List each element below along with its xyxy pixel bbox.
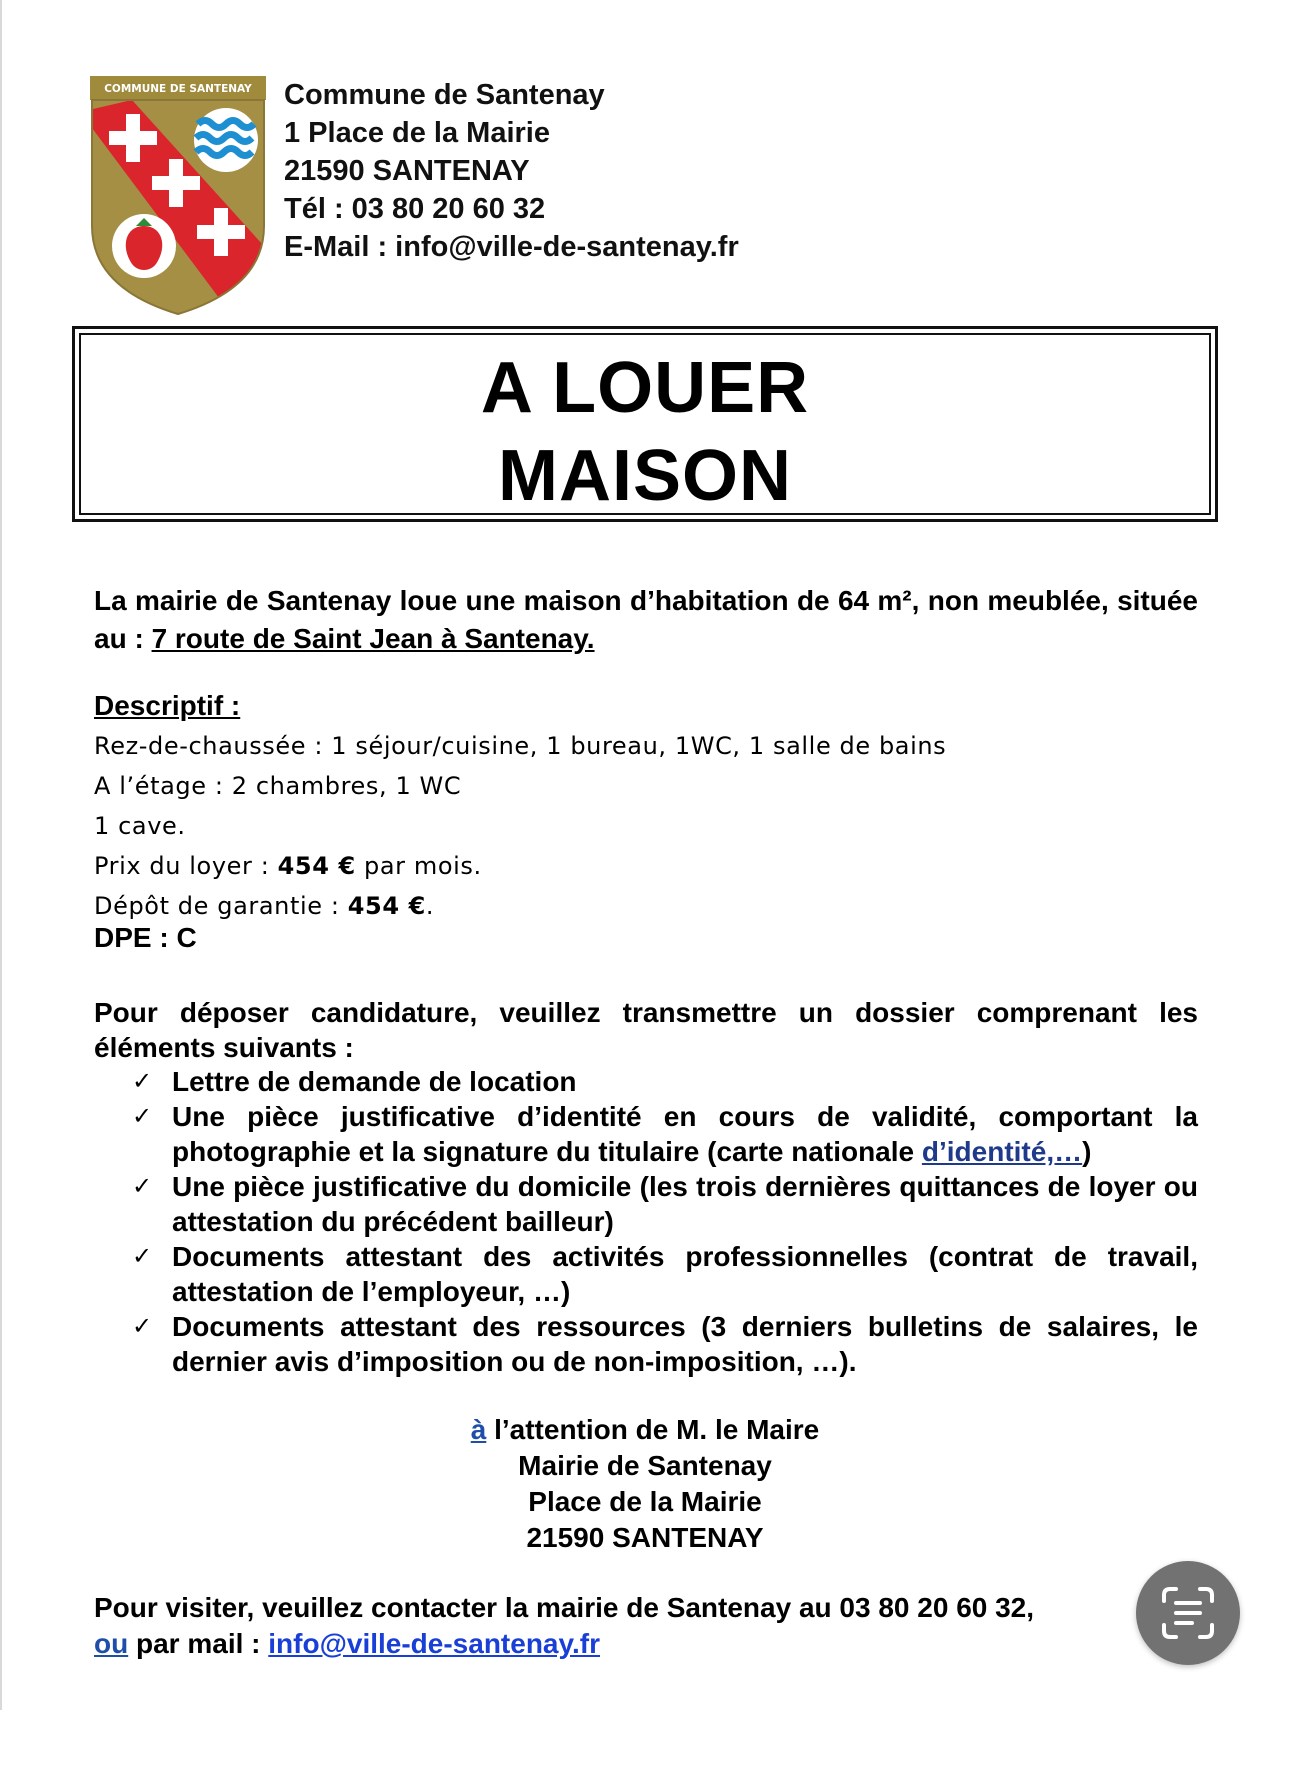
visit-line-1: Pour visiter, veuillez contacter la mairie de Santenay au 03 80 20 60 32, [94,1592,1035,1623]
checkmark-icon: ✓ [132,1067,153,1095]
dpe-rating: DPE : C [94,922,197,953]
title-line-1: A LOUER [480,348,810,428]
checklist-item [130,1169,1198,1239]
descriptif-heading: Descriptif : [94,690,241,721]
visit-line-2 [94,1626,1198,1662]
checklist-item-text: Documents attestant des ressources (3 derniers bulletins de salaires, le dernier avis d’imposition ou de non-imposition, …). [172,1311,1198,1377]
phone-line: Tél : 03 80 20 60 32 [284,193,546,225]
checkmark-icon: ✓ [132,1312,153,1340]
visit-mid: par mail : [128,1628,269,1659]
deposit-suffix: . [425,892,435,920]
email-line: E-Mail : info@ville-de-santenay.fr [284,231,739,263]
deposit-row [94,886,1198,926]
scan-text-button[interactable] [1136,1561,1240,1665]
checkmark-icon: ✓ [132,1242,153,1270]
mailing-line: Mairie de Santenay [518,1450,772,1481]
deposit-amount: 454 € [347,892,426,920]
address-line: Commune de Santenay [284,79,605,111]
commune-address-block [284,76,739,266]
address-line: 21590 SANTENAY [284,155,530,187]
intro-paragraph [94,582,1198,658]
checklist-item-text-end: ) [1082,1136,1092,1167]
documents-checklist [130,1064,1198,1379]
checklist-item [130,1239,1198,1309]
checklist-item [130,1309,1198,1379]
rent-label: Prix du loyer : [94,852,278,880]
checklist-item-text: Lettre de demande de location [172,1066,577,1097]
checklist-item-text: Une pièce justificative du domicile (les trois dernières quittances de loyer ou attestation du précédent bailleur) [172,1171,1198,1237]
attention-line [0,1412,1290,1448]
mailing-line: 21590 SANTENAY [526,1522,764,1553]
attention-text: l’attention de M. le Maire [486,1414,820,1445]
descriptif-row: A l’étage : 2 chambres, 1 WC [94,772,462,800]
deposit-label: Dépôt de garantie : [94,892,348,920]
address-line: 1 Place de la Mairie [284,117,550,149]
contact-email-link[interactable]: info@ville-de-santenay.fr [268,1628,600,1659]
visit-or: ou [94,1628,129,1659]
checklist-item-text: Une pièce justificative d’identité en cours de validité, comportant la photographie et la signature du titulaire (carte nationale [172,1101,1198,1167]
crest-banner-text: COMMUNE DE SANTENAY [104,83,252,95]
identity-link[interactable]: d’identité,… [921,1136,1083,1167]
commune-crest-logo [90,76,266,316]
rent-suffix: par mois. [355,852,482,880]
checklist-item [130,1099,1198,1169]
property-address: 7 route de Saint Jean à Santenay. [151,623,595,654]
mailing-address-block [0,1412,1290,1556]
descriptif-row: 1 cave. [94,812,186,840]
mailing-line: Place de la Mairie [528,1486,762,1517]
title-line-2: MAISON [498,436,792,516]
title-box [72,326,1218,522]
attention-lead: à [470,1414,487,1445]
checklist-item [130,1064,1198,1099]
rent-amount: 454 € [277,852,356,880]
visit-paragraph [94,1590,1198,1662]
scan-text-icon [1160,1585,1216,1641]
rent-row [94,846,1198,886]
candidature-intro: Pour déposer candidature, veuillez transmettre un dossier comprenant les éléments suivants : [94,997,1198,1063]
descriptif-row: Rez-de-chaussée : 1 séjour/cuisine, 1 bureau, 1WC, 1 salle de bains [94,732,947,760]
checklist-item-text: Documents attestant des activités professionnelles (contrat de travail, attestation de l’employeur, …) [172,1241,1198,1307]
intro-text: La mairie de Santenay loue une maison d’habitation de 64 m², non meublée, située au : [94,585,1198,654]
checkmark-icon: ✓ [132,1172,153,1200]
checkmark-icon: ✓ [132,1102,153,1130]
descriptif-list [94,726,1198,926]
